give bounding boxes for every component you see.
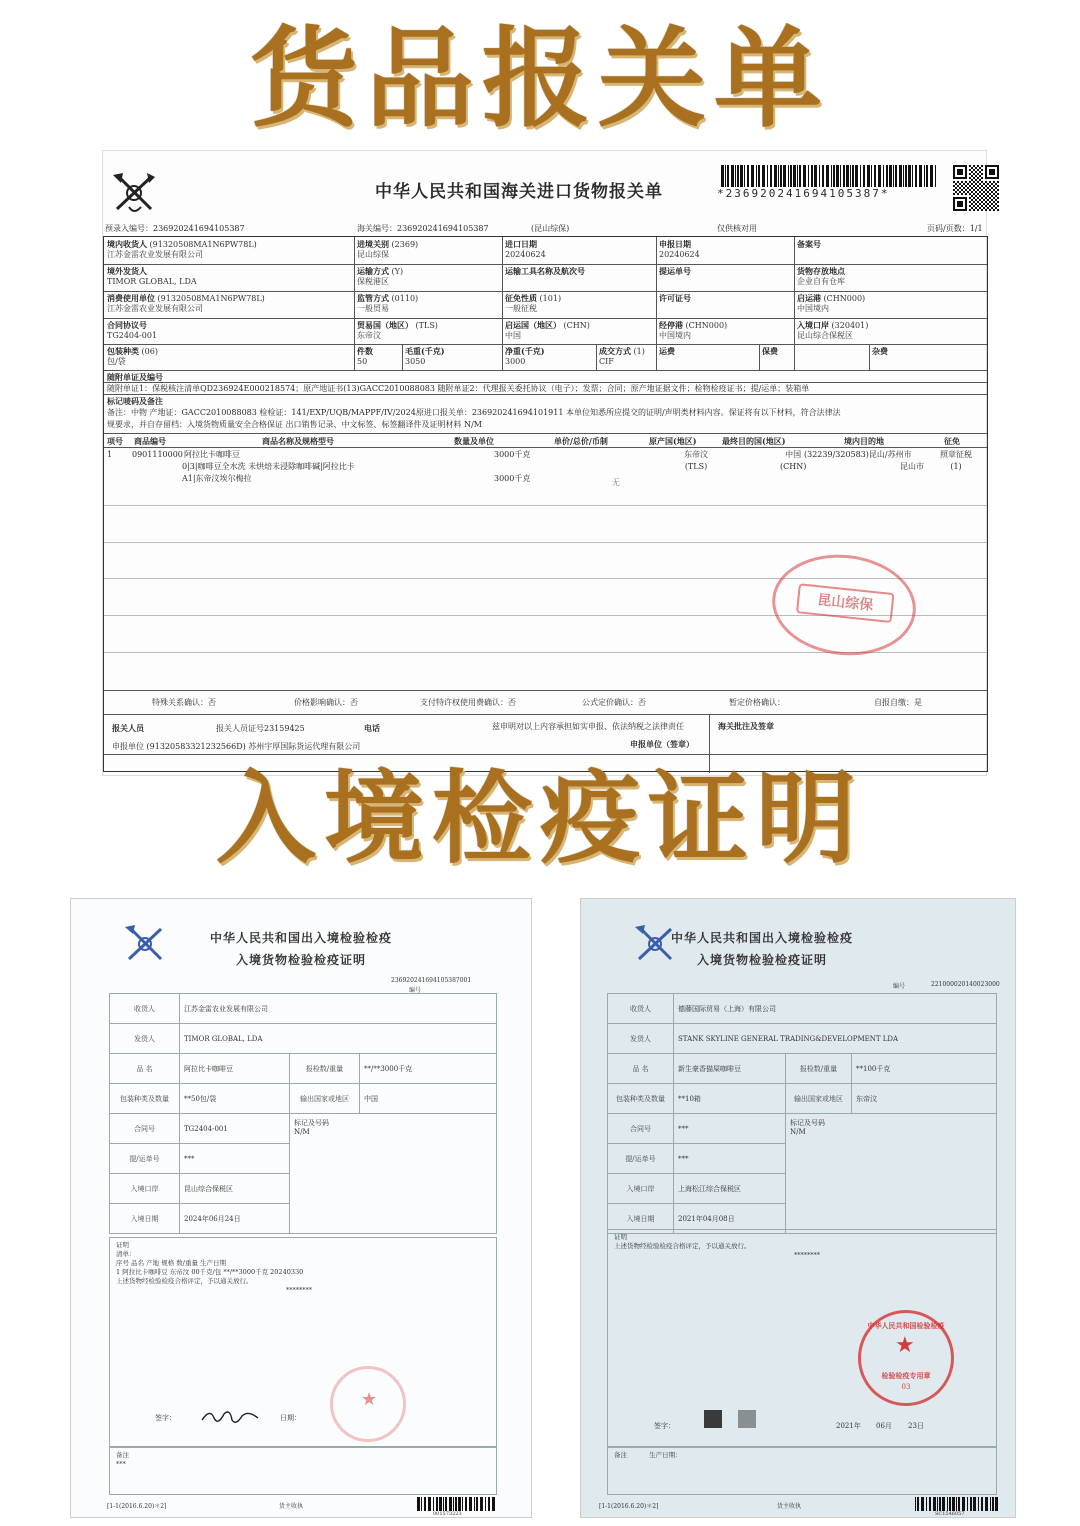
receiver-copy: 货主收执 — [279, 1503, 304, 1510]
date-label: 日期： — [280, 1414, 301, 1422]
field-net-weight: 净重(千克) 3000 — [505, 346, 545, 366]
item-header-no: 项号 — [107, 436, 123, 446]
item-spec-2: A1|东帝汶埃尔梅拉 — [182, 474, 252, 483]
field-departure-country: 启运国（地区） (CHN) 中国 — [505, 320, 590, 340]
barcode — [721, 165, 939, 187]
contract-value: *** — [674, 1114, 786, 1144]
bill-key: 提/运单号 — [110, 1144, 180, 1174]
customs-note-label: 海关批注及签章 — [718, 721, 774, 731]
product-key: 品 名 — [110, 1054, 180, 1084]
cert-number: 221000020140023000 — [931, 981, 1000, 988]
item-origin: 东帝汶 (TLS) — [684, 450, 708, 471]
cert-number: 236920241694105387001 — [391, 977, 472, 984]
item-spec-1: 0|3|咖啡豆全水洗 未烘焙未浸除咖啡碱|阿拉比卡 — [182, 462, 355, 471]
port-value: 上海松江综合保税区 — [674, 1174, 786, 1204]
item-header-destination: 最终目的国(地区) — [722, 436, 786, 446]
field-import-date: 进口日期 20240624 — [505, 239, 546, 259]
cert-year: 2021年 — [836, 1422, 861, 1430]
verification-note: 仅供核对用 — [717, 224, 757, 233]
consignee-key: 收货人 — [608, 994, 674, 1024]
form-code: [1-1(2016.6.20)＊2] — [107, 1503, 167, 1510]
cert-month: 06月 — [876, 1422, 892, 1430]
declaration-grid — [103, 236, 988, 772]
cert2-serial: SC1546057 — [935, 1511, 965, 1517]
seal-arc-text: 中华人民共和国检验检疫 — [867, 1321, 945, 1330]
item-header-origin: 原产国(地区) — [649, 436, 697, 446]
cert-info-table — [109, 993, 497, 1234]
country-value: 东帝汶 — [852, 1084, 997, 1114]
field-insurance: 保费 — [762, 346, 778, 356]
date-key: 入境日期 — [608, 1204, 674, 1234]
field-freight: 运费 — [659, 346, 675, 356]
country-key: 输出国家或地区 — [786, 1084, 852, 1114]
cert-title-1: 中华人民共和国出入境检验检疫 — [671, 931, 854, 945]
remark-section: 备注 生产日期： — [607, 1447, 997, 1495]
field-entry-port: 入境口岸 (320401) 昆山综合保税区 — [797, 320, 869, 340]
customs-declaration-document — [102, 150, 987, 776]
bill-key: 提/运单号 — [608, 1144, 674, 1174]
seal-number: 03 — [901, 1383, 911, 1391]
qty-value: **/**3000千克 — [360, 1054, 497, 1084]
contract-key: 合同号 — [608, 1114, 674, 1144]
customs-number: 海关编号：236920241694105387 — [357, 224, 489, 233]
consignee-value: 德藤国际贸易（上海）有限公司 — [674, 994, 997, 1024]
signature-redacted-2 — [738, 1410, 756, 1428]
shipper-key: 发货人 — [608, 1024, 674, 1054]
country-key: 输出国家或地区 — [290, 1084, 360, 1114]
item-extra: 无 — [612, 478, 620, 487]
proof-section: 证明 清单： 序号 品名 产地 规格 数/重量 生产日期 1 阿拉比卡咖啡豆 东帝汶 00千克/包 **/**3000千克 20240330 上述货物经检验检疫合格评定，予以通关放行。 ******** ★ 签字： 日期： — [109, 1237, 497, 1447]
item-header-domestic: 境内目的地 — [844, 436, 884, 446]
marks-label: 标记唛码及备注 — [107, 396, 163, 406]
pack-value: **10箱 — [674, 1084, 786, 1114]
declare-unit: 申报单位 (91320583321232566D) 苏州宇厚国际货运代理有限公司 — [112, 742, 361, 751]
item-destination: 中国 (CHN) — [780, 450, 807, 471]
cert-title-2: 入境货物检验检疫证明 — [235, 953, 366, 967]
field-shipper: 境外发货人 TIMOR GLOBAL, LDA — [107, 266, 197, 286]
date-value: 2024年06月24日 — [180, 1204, 290, 1234]
field-origin-port: 启运港 (CHN000) 中国境内 — [797, 293, 866, 313]
self-report-confirm: 自报自缴：是 — [874, 698, 922, 707]
field-tax-nature: 征免性质 (101) 一般征税 — [505, 293, 562, 313]
field-record-no: 备案号 — [797, 239, 821, 249]
item-qty-1: 3000千克 — [494, 450, 531, 459]
seal-text: 昆山综保 — [796, 583, 895, 623]
signature-redacted — [704, 1410, 722, 1428]
field-trade-country: 贸易国（地区） (TLS) 东帝汶 — [357, 320, 438, 340]
quarantine-certificate-1 — [70, 898, 532, 1518]
sign-label: 签字： — [654, 1422, 675, 1430]
formula-price-confirm: 公式定价确认：否 — [582, 698, 646, 707]
country-value: 中国 — [360, 1084, 497, 1114]
field-declare-date: 申报日期 20240624 — [659, 239, 700, 259]
special-relation-confirm: 特殊关系确认：否 — [152, 698, 216, 707]
qty-value: **100千克 — [852, 1054, 997, 1084]
field-misc-fee: 杂费 — [872, 346, 888, 356]
item-header-qty: 数量及单位 — [454, 436, 494, 446]
royalty-confirm: 支付特许权使用费确认：否 — [420, 698, 516, 707]
field-supervision: 监管方式 (0110) 一般贸易 — [357, 293, 419, 313]
contract-value: TG2404-001 — [180, 1114, 290, 1144]
qty-key: 报检数/重量 — [786, 1054, 852, 1084]
field-consignee: 境内收货人 (91320508MA1N6PW78L) 江苏金雷农业发展有限公司 — [107, 239, 257, 259]
form-code: [1-1(2016.6.20)＊2] — [599, 1503, 659, 1510]
provisional-price-confirm: 暂定价格确认： — [729, 698, 785, 707]
shipper-key: 发货人 — [110, 1024, 180, 1054]
seal-star-icon: ★ — [361, 1389, 378, 1410]
field-license: 许可证号 — [659, 293, 691, 303]
item-qty-2: 3000千克 — [494, 474, 531, 483]
receiver-copy: 货主收执 — [777, 1503, 802, 1510]
cert1-red-seal — [330, 1366, 406, 1442]
quarantine-certificate-2 — [580, 898, 1016, 1518]
product-key: 品 名 — [608, 1054, 674, 1084]
field-gross-weight: 毛重(千克) 3050 — [405, 346, 445, 366]
heading-customs-declaration: 货品报关单 — [249, 17, 830, 142]
signature-icon — [200, 1406, 260, 1428]
marks-cell: 标记及号码 N/M — [290, 1114, 497, 1234]
declaration-statement: 兹申明对以上内容承担如实申报、依法纳税之法律责任 — [492, 722, 684, 731]
field-storage: 货物存放地点 企业自有仓库 — [797, 266, 845, 286]
product-value: 阿拉比卡咖啡豆 — [180, 1054, 290, 1084]
price-effect-confirm: 价格影响确认：否 — [294, 698, 358, 707]
pre-entry-number: 预录入编号：236920241694105387 — [105, 224, 245, 233]
declarant-cert: 报关人员证号23159425 — [216, 724, 305, 733]
field-stop-port: 经停港 (CHN000) 中国境内 — [659, 320, 728, 340]
remark-line-2: 规要求，并自存留档：入境货物质量安全合格保证 出口销售记录、中文标签、标签翻译件及证明材料 N/M — [107, 420, 482, 429]
port-value: 昆山综合保税区 — [180, 1174, 290, 1204]
item-header-code: 商品编号 — [134, 436, 166, 446]
port-key: 入境口岸 — [110, 1174, 180, 1204]
field-package: 包装种类 (06) 包/袋 — [107, 346, 158, 366]
remark-section: 备注 *** — [109, 1447, 497, 1495]
declaration-title: 中华人民共和国海关进口货物报关单 — [375, 182, 663, 202]
cert-number-label: 编号 — [409, 987, 422, 994]
item-header-name: 商品名称及规格型号 — [262, 436, 334, 446]
cert-title-1: 中华人民共和国出入境检验检疫 — [209, 931, 392, 945]
item-no: 1 — [107, 450, 113, 459]
item-header-price: 单价/总价/币制 — [554, 436, 608, 446]
cert-title-2: 入境货物检验检疫证明 — [697, 953, 828, 967]
shipper-value: STANK SKYLINE GENERAL TRADING&DEVELOPMENT LDA — [674, 1024, 997, 1054]
declarant-label: 报关人员 — [112, 723, 144, 733]
customs-emblem-icon — [107, 169, 161, 217]
field-user-unit: 消费使用单位 (91320508MA1N6PW78L) 江苏金雷农业发展有限公司 — [107, 293, 265, 313]
consignee-key: 收货人 — [110, 994, 180, 1024]
seal-sub-text: 检验检疫专用章 — [881, 1371, 931, 1380]
item-name: 阿拉比卡咖啡豆 — [184, 450, 240, 459]
cert2-red-seal — [858, 1310, 954, 1406]
cert1-barcode — [417, 1497, 497, 1511]
field-entry-customs: 进境关别 (2369) 昆山综保 — [357, 239, 419, 259]
sign-label: 签字： — [155, 1414, 176, 1422]
date-key: 入境日期 — [110, 1204, 180, 1234]
cert-info-table — [607, 993, 997, 1234]
barcode-number: *2369202416941053​87* — [717, 187, 890, 200]
bill-value: *** — [674, 1144, 786, 1174]
customs-red-seal — [767, 548, 921, 663]
cert2-barcode — [915, 1497, 999, 1511]
field-pieces: 件数 50 — [357, 346, 373, 366]
cert1-serial: 001573223 — [433, 1511, 462, 1517]
page-count: 页码/页数：1/1 — [927, 224, 983, 233]
pack-key: 包装种类及数量 — [110, 1084, 180, 1114]
cert-number-label: 编号 — [893, 983, 906, 990]
consignee-value: 江苏金雷农业发展有限公司 — [180, 994, 497, 1024]
contract-key: 合同号 — [110, 1114, 180, 1144]
pack-value: **50包/袋 — [180, 1084, 290, 1114]
date-value: 2021年04月08日 — [674, 1204, 786, 1234]
marks-cell: 标记及号码 N/M — [786, 1114, 997, 1234]
field-vehicle: 运输工具名称及航次号 — [505, 266, 585, 276]
seal-star-icon: ★ — [895, 1333, 915, 1358]
qr-code — [953, 165, 999, 211]
field-transport-mode: 运输方式 (Y) 保税港区 — [357, 266, 404, 286]
field-bill-no: 提运单号 — [659, 266, 691, 276]
remark-line-1: 备注：中物 产地证：GACC2010088083 检检证：141/EXP/UQB/MAPPF/IV/2024原进口报关单：236920241694101911 本单位知悉所应提交的证明/声明类材料内容。保证将有以下材料，符合法律法 — [107, 408, 841, 417]
field-deal-mode: 成交方式 (1) CIF — [599, 346, 645, 366]
item-domestic-destination: (32239/320583)昆山/苏州市 昆山市 — [804, 450, 924, 471]
docs-line: 随附单证1：保税核注清单QD236924E000218574；原产地证书(13)GACC2010088083 随附单证2：代理报关委托协议（电子）；发票；合同；原产地证据文件；检物检疫证书；提/运单；装箱单 — [107, 384, 810, 393]
pack-key: 包装种类及数量 — [608, 1084, 674, 1114]
declare-unit-seal: 申报单位（签章） — [630, 739, 694, 749]
customs-office: (昆山综保) — [531, 224, 570, 233]
item-levy: 照章征税 (1) — [940, 450, 972, 471]
field-contract: 合同协议号 TG2404-001 — [107, 320, 158, 340]
proof-section: 证明 上述货物经检验检疫合格评定，予以通关放行。 ******** 中华人民共和国检验检疫 ★ 检验检疫专用章 03 签字： 2021年 06月 23日 — [607, 1229, 997, 1447]
phone-label: 电话 — [364, 723, 380, 733]
product-value: 新生豪香猫屎咖啡豆 — [674, 1054, 786, 1084]
item-header-levy: 征免 — [944, 436, 960, 446]
qty-key: 报检数/重量 — [290, 1054, 360, 1084]
cert-day: 23日 — [908, 1422, 924, 1430]
item-code: 0901110000 — [132, 450, 183, 459]
docs-label: 随附单证及编号 — [107, 372, 163, 382]
port-key: 入境口岸 — [608, 1174, 674, 1204]
heading-quarantine-certificate: 入境检疫证明 — [216, 760, 864, 877]
shipper-value: TIMOR GLOBAL, LDA — [180, 1024, 497, 1054]
bill-value: *** — [180, 1144, 290, 1174]
